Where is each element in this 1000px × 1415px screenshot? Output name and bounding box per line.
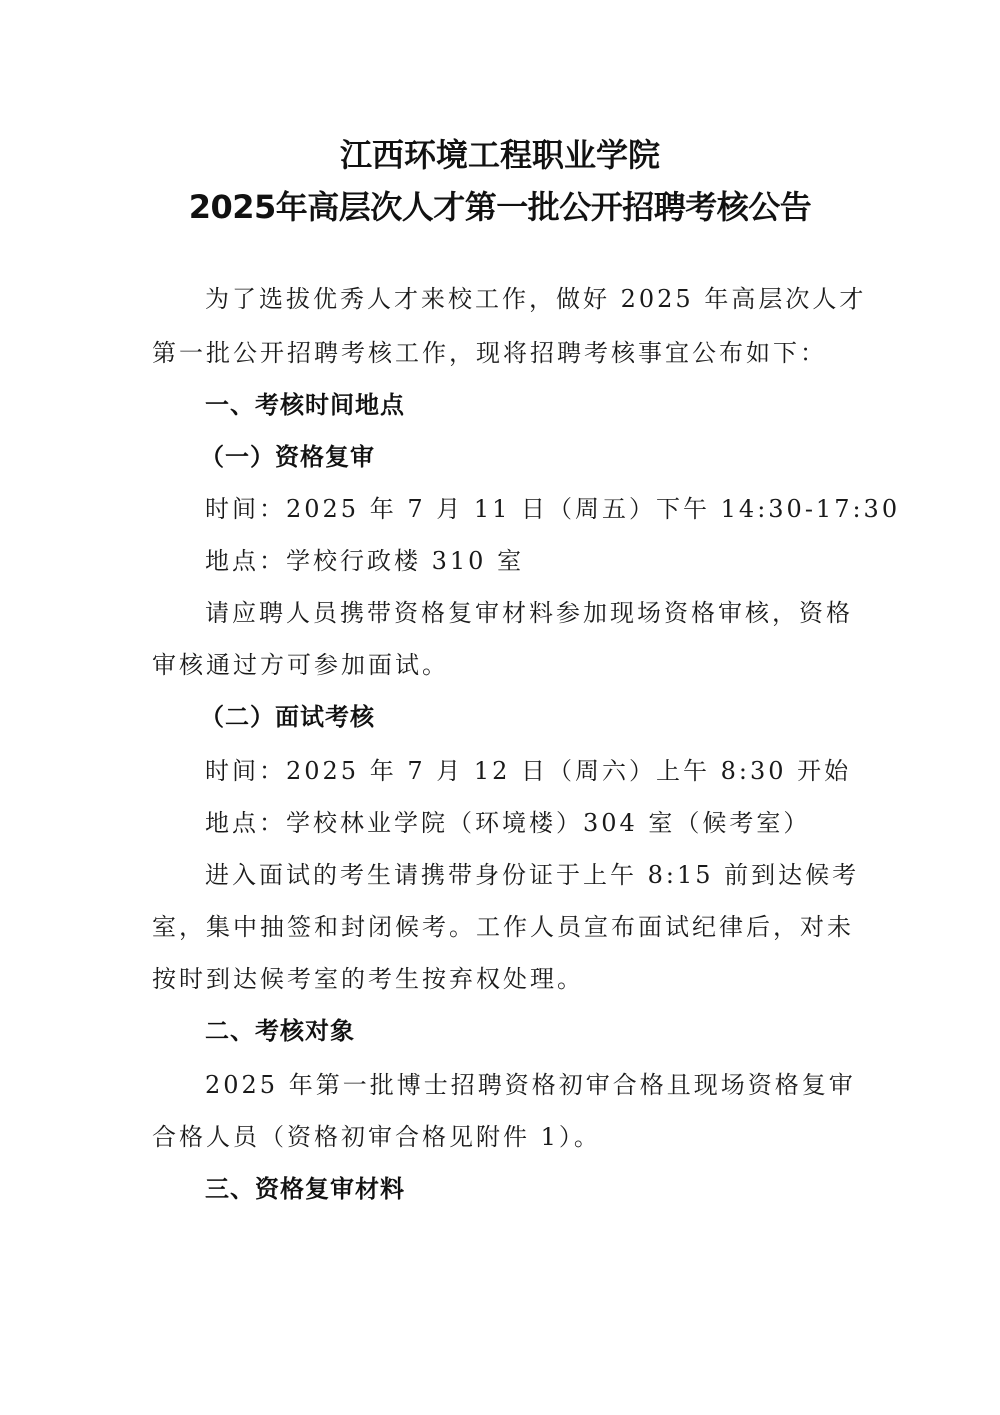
document-title-institution: 江西环境工程职业学院 bbox=[339, 136, 660, 174]
subsection-heading-qualification-review: （一）资格复审 bbox=[200, 443, 375, 471]
subsection-heading-interview: （二）面试考核 bbox=[200, 703, 375, 731]
review-note-line: 请应聘人员携带资格复审材料参加现场资格审核，资格 bbox=[205, 599, 853, 627]
review-place: 地点：学校行政楼 310 室 bbox=[205, 547, 525, 575]
interview-note-line: 室，集中抽签和封闭候考。工作人员宣布面试纪律后，对未 bbox=[152, 913, 854, 941]
review-time: 时间：2025 年 7 月 11 日（周五）下午 14:30-17:30 bbox=[205, 495, 901, 523]
section-heading-candidates: 二、考核对象 bbox=[205, 1017, 355, 1045]
interview-note-line: 进入面试的考生请携带身份证于上午 8:15 前到达候考 bbox=[205, 861, 860, 889]
interview-time: 时间：2025 年 7 月 12 日（周六）上午 8:30 开始 bbox=[205, 757, 852, 785]
intro-paragraph-line: 为了选拔优秀人才来校工作，做好 2025 年高层次人才 bbox=[205, 285, 867, 313]
interview-note-line: 按时到达候考室的考生按弃权处理。 bbox=[152, 965, 584, 993]
interview-place: 地点：学校林业学院（环境楼）304 室（候考室） bbox=[205, 809, 811, 837]
intro-paragraph-line: 第一批公开招聘考核工作，现将招聘考核事宜公布如下： bbox=[152, 339, 827, 367]
candidates-body-line: 2025 年第一批博士招聘资格初审合格且现场资格复审 bbox=[205, 1071, 856, 1099]
review-note-line: 审核通过方可参加面试。 bbox=[152, 651, 449, 679]
section-heading-review-materials: 三、资格复审材料 bbox=[205, 1175, 405, 1203]
document-title-announcement: 2025年高层次人才第一批公开招聘考核公告 bbox=[188, 188, 812, 226]
section-heading-time-place: 一、考核时间地点 bbox=[205, 391, 405, 419]
candidates-body-line: 合格人员（资格初审合格见附件 1）。 bbox=[152, 1123, 601, 1151]
